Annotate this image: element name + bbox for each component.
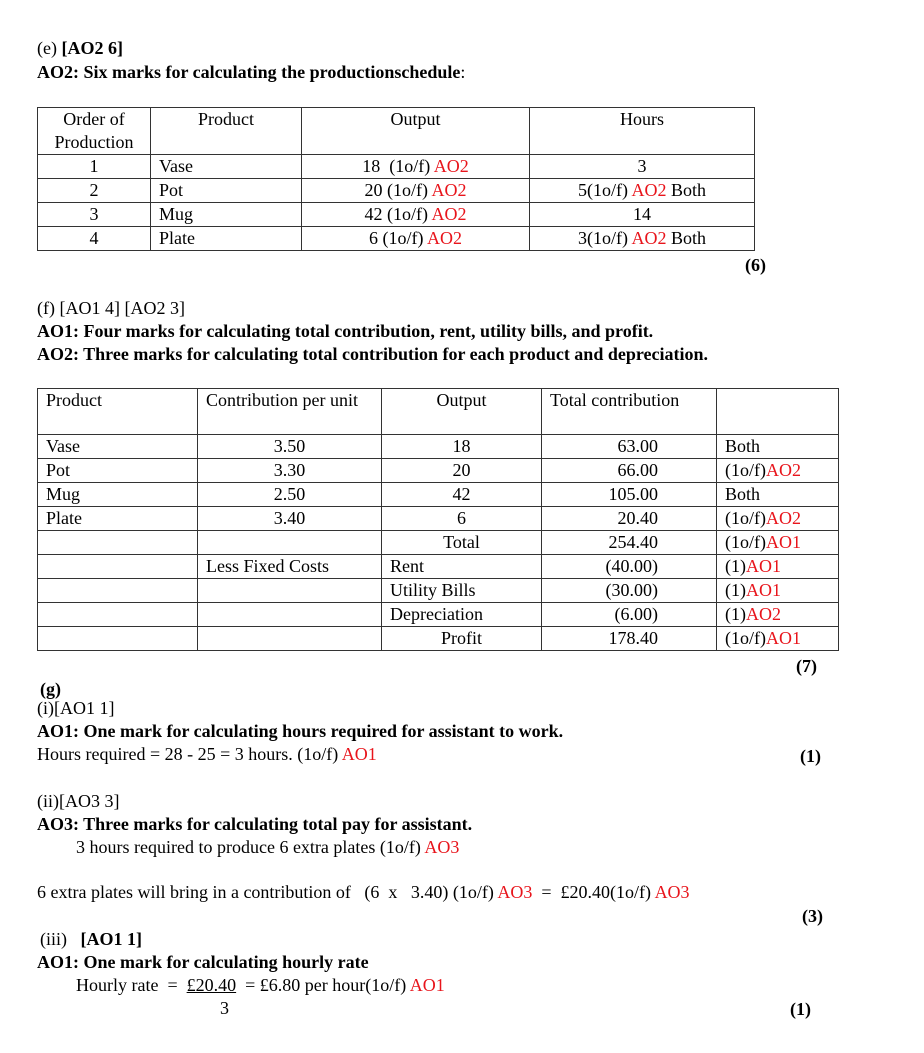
table-header xyxy=(38,108,755,155)
ao-label: AO1 xyxy=(765,628,801,648)
header-hours: Hours xyxy=(530,108,755,155)
hours-value: 3(1o/f) xyxy=(577,228,632,248)
contribution-per-unit-cell: 2.50 xyxy=(198,483,382,507)
fraction-numerator: £20.40 xyxy=(186,975,237,995)
header-product: Product xyxy=(151,108,302,155)
fraction-denominator: 3 xyxy=(220,998,229,1018)
output-cell: 42 xyxy=(382,483,542,507)
output-value: 6 (1o/f) xyxy=(369,228,427,248)
table-row xyxy=(38,435,839,459)
ao-label: AO2 xyxy=(433,156,469,176)
mark-value: (1o/f) xyxy=(725,460,766,480)
line-text: 6 extra plates will bring in a contribution of (6 x 3.40) (1o/f) xyxy=(37,882,498,902)
table-row xyxy=(38,459,839,483)
ao-label: AO2 xyxy=(431,180,467,200)
order-cell: 1 xyxy=(38,155,151,179)
ao-label: AO2 xyxy=(631,180,667,200)
ao-label: AO2 xyxy=(765,508,801,528)
total-contribution-cell: 254.40 xyxy=(542,531,717,555)
output-cell: Total xyxy=(382,531,542,555)
output-value: 42 (1o/f) xyxy=(364,204,432,224)
mark-cell xyxy=(717,435,839,459)
ao-label: AO3 xyxy=(654,882,690,902)
mark-cell xyxy=(717,579,839,603)
hours-cell xyxy=(530,227,755,251)
part-g-iii-heading xyxy=(40,928,142,950)
mark-cell xyxy=(717,627,839,651)
part-e-marks: (6) xyxy=(745,255,766,275)
part-f-criteria-ao2: AO2: Three marks for calculating total contribution for each product and depreciation. xyxy=(37,344,708,364)
line-text: = £6.80 per hour(1o/f) xyxy=(236,975,410,995)
output-cell: Rent xyxy=(382,555,542,579)
mark-value: (1) xyxy=(725,604,746,624)
part-g-i-heading: (i)[AO1 1] xyxy=(37,698,115,718)
mark-cell xyxy=(717,459,839,483)
header-product: Product xyxy=(38,389,198,435)
part-f-heading: (f) [AO1 4] [AO2 3] xyxy=(37,298,185,318)
mark-value: (1o/f) xyxy=(725,628,766,648)
contribution-per-unit-cell: 3.50 xyxy=(198,435,382,459)
header-marks xyxy=(717,389,839,435)
output-value: 18 (1o/f) xyxy=(362,156,434,176)
mark-value: (1) xyxy=(725,556,746,576)
part-g-ii-line2 xyxy=(37,881,690,903)
product-cell: Plate xyxy=(38,507,198,531)
line-text: Hours required = 28 - 25 = 3 hours. (1o/f) xyxy=(37,744,342,764)
part-g-ii-line1 xyxy=(76,836,459,858)
contribution-per-unit-cell xyxy=(198,531,382,555)
hours-suffix: Both xyxy=(666,180,706,200)
heading-prefix: (iii) xyxy=(40,929,81,949)
mark-cell xyxy=(717,555,839,579)
contribution-per-unit-cell xyxy=(198,603,382,627)
product-cell xyxy=(38,555,198,579)
contribution-per-unit-cell: 3.40 xyxy=(198,507,382,531)
output-value: 20 (1o/f) xyxy=(364,180,432,200)
output-cell xyxy=(302,155,530,179)
heading-prefix: (e) xyxy=(37,38,62,58)
ao-label: AO2 xyxy=(765,460,801,480)
output-cell xyxy=(302,203,530,227)
heading-tag: [AO1 1] xyxy=(80,929,142,949)
table-row xyxy=(38,483,839,507)
table-row xyxy=(38,579,839,603)
contribution-table xyxy=(37,388,839,651)
product-cell: Vase xyxy=(151,155,302,179)
table-row xyxy=(38,203,755,227)
ao-label: AO1 xyxy=(341,744,377,764)
mark-value: Both xyxy=(725,436,761,456)
heading-tag: [AO2 6] xyxy=(61,38,123,58)
table-row xyxy=(38,179,755,203)
header-order: Order of Production xyxy=(38,108,151,155)
table-row xyxy=(38,507,839,531)
hours-value: 5(1o/f) xyxy=(577,180,632,200)
mark-cell xyxy=(717,507,839,531)
table-row xyxy=(38,227,755,251)
part-g-ii-heading: (ii)[AO3 3] xyxy=(37,791,120,811)
contribution-per-unit-cell: Less Fixed Costs xyxy=(198,555,382,579)
product-cell xyxy=(38,603,198,627)
contribution-per-unit-cell: 3.30 xyxy=(198,459,382,483)
ao-label: AO2 xyxy=(427,228,462,248)
mark-value: (1o/f) xyxy=(725,532,766,552)
ao-label: AO3 xyxy=(424,837,460,857)
part-f-criteria-ao1: AO1: Four marks for calculating total contribution, rent, utility bills, and profit. xyxy=(37,321,654,341)
product-cell: Pot xyxy=(38,459,198,483)
total-contribution-cell: (6.00) xyxy=(542,603,717,627)
ao-label: AO2 xyxy=(431,204,467,224)
part-f-marks: (7) xyxy=(796,656,817,676)
table-row xyxy=(38,603,839,627)
ao-label: AO1 xyxy=(746,580,781,600)
output-cell: 18 xyxy=(382,435,542,459)
hours-cell xyxy=(530,155,755,179)
line-text: Hourly rate = xyxy=(76,975,187,995)
product-cell: Mug xyxy=(151,203,302,227)
output-cell xyxy=(302,227,530,251)
mark-value: (1o/f) xyxy=(725,508,766,528)
hours-cell xyxy=(530,203,755,227)
table-row xyxy=(38,531,839,555)
product-cell: Vase xyxy=(38,435,198,459)
header-output: Output xyxy=(382,389,542,435)
ao-label: AO1 xyxy=(765,532,801,552)
colon: : xyxy=(460,62,466,82)
contribution-per-unit-cell xyxy=(198,579,382,603)
hours-value: 3 xyxy=(637,156,647,176)
mark-cell xyxy=(717,603,839,627)
mark-cell xyxy=(717,483,839,507)
mark-cell xyxy=(717,531,839,555)
output-cell xyxy=(302,179,530,203)
total-contribution-cell: (30.00) xyxy=(542,579,717,603)
ao-label: AO3 xyxy=(497,882,533,902)
ao-label: AO1 xyxy=(409,975,445,995)
table-header xyxy=(38,389,839,435)
total-contribution-cell: 178.40 xyxy=(542,627,717,651)
header-output: Output xyxy=(302,108,530,155)
part-g-iii-criteria: AO1: One mark for calculating hourly rate xyxy=(37,952,369,972)
hours-cell xyxy=(530,179,755,203)
total-contribution-cell: 105.00 xyxy=(542,483,717,507)
output-cell: Profit xyxy=(382,627,542,651)
product-cell xyxy=(38,579,198,603)
production-schedule-table xyxy=(37,107,755,251)
criteria-text: AO2: Six marks for calculating the productionschedule xyxy=(37,62,461,82)
table-row xyxy=(38,627,839,651)
part-g-ii-marks: (3) xyxy=(802,906,823,926)
mark-value: Both xyxy=(725,484,761,504)
hours-suffix: Both xyxy=(666,228,706,248)
output-cell: Utility Bills xyxy=(382,579,542,603)
output-cell: 20 xyxy=(382,459,542,483)
product-cell: Plate xyxy=(151,227,302,251)
product-cell: Mug xyxy=(38,483,198,507)
part-g-i-line xyxy=(37,743,377,765)
table-row xyxy=(38,555,839,579)
table-row xyxy=(38,155,755,179)
part-g-heading: (g) xyxy=(40,679,61,699)
total-contribution-cell: 63.00 xyxy=(542,435,717,459)
part-e-heading xyxy=(37,37,123,59)
output-cell: Depreciation xyxy=(382,603,542,627)
hours-value: 14 xyxy=(633,204,651,224)
contribution-per-unit-cell xyxy=(198,627,382,651)
output-cell: 6 xyxy=(382,507,542,531)
total-contribution-cell: (40.00) xyxy=(542,555,717,579)
total-contribution-cell: 20.40 xyxy=(542,507,717,531)
product-cell xyxy=(38,531,198,555)
order-cell: 4 xyxy=(38,227,151,251)
part-g-iii-line xyxy=(76,974,445,996)
order-cell: 2 xyxy=(38,179,151,203)
line-text: = £20.40(1o/f) xyxy=(532,882,655,902)
header-total-contribution: Total contribution xyxy=(542,389,717,435)
ao-label: AO2 xyxy=(631,228,667,248)
part-e-criteria xyxy=(37,61,465,83)
header-contribution-per-unit: Contribution per unit xyxy=(198,389,382,435)
part-g-ii-criteria: AO3: Three marks for calculating total pay for assistant. xyxy=(37,814,473,834)
ao-label: AO1 xyxy=(746,556,781,576)
part-g-iii-marks: (1) xyxy=(790,999,811,1019)
part-g-i-marks: (1) xyxy=(800,746,821,766)
order-cell: 3 xyxy=(38,203,151,227)
product-cell xyxy=(38,627,198,651)
ao-label: AO2 xyxy=(746,604,781,624)
mark-value: (1) xyxy=(725,580,746,600)
total-contribution-cell: 66.00 xyxy=(542,459,717,483)
part-g-i-criteria: AO1: One mark for calculating hours required for assistant to work. xyxy=(37,721,564,741)
line-text: 3 hours required to produce 6 extra plates (1o/f) xyxy=(76,837,425,857)
product-cell: Pot xyxy=(151,179,302,203)
